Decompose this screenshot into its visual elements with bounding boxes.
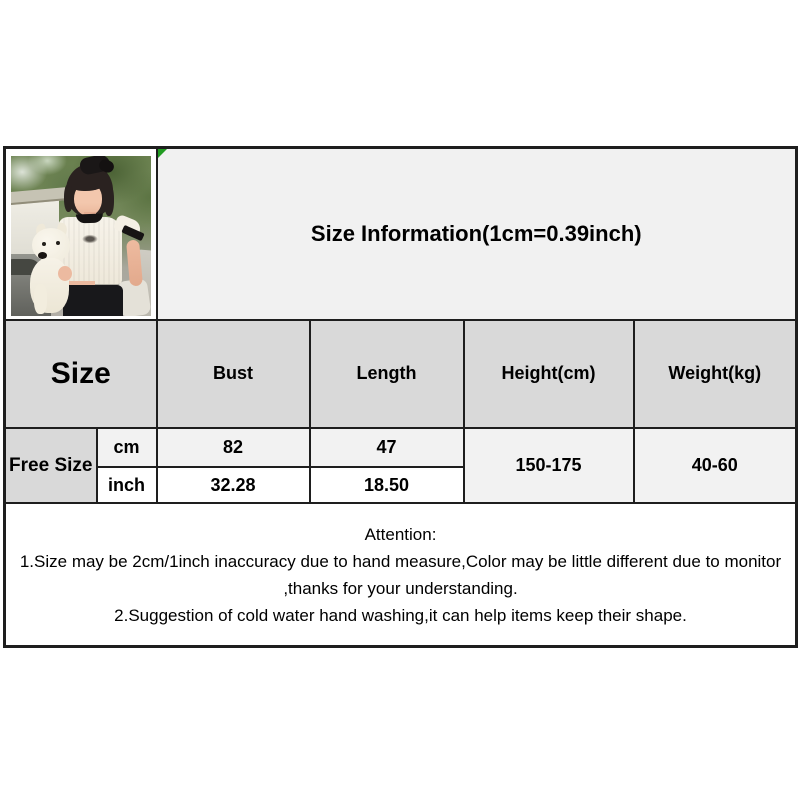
row-label-free-size: Free Size [5, 428, 97, 503]
product-photo [11, 156, 151, 316]
photo-dog-head [32, 228, 70, 262]
col-header-weight: Weight(kg) [634, 320, 797, 428]
photo-hair-strand-right [104, 184, 114, 216]
photo-top-logo [81, 234, 99, 244]
value-length-cm: 47 [310, 428, 464, 467]
value-length-inch: 18.50 [310, 467, 464, 503]
page-title: Size Information(1cm=0.39inch) [310, 220, 642, 246]
cell-comment-marker-icon [158, 149, 167, 158]
photo-dog-leg [34, 284, 47, 314]
col-header-size: Size [5, 320, 157, 428]
col-header-height: Height(cm) [464, 320, 634, 428]
value-height-range: 150-175 [464, 428, 634, 503]
value-bust-cm: 82 [157, 428, 310, 467]
value-bust-inch: 32.28 [157, 467, 310, 503]
attention-section [5, 503, 797, 646]
title-cell [157, 148, 797, 320]
attention-heading: Attention: [364, 524, 437, 544]
attention-note-2: 2.Suggestion of cold water hand washing,it can help items keep their shape. [114, 605, 687, 625]
unit-inch: inch [97, 467, 157, 503]
photo-hair-strand-left [64, 184, 73, 212]
size-information-sheet [3, 146, 798, 648]
col-header-bust: Bust [157, 320, 310, 428]
col-header-length: Length [310, 320, 464, 428]
product-photo-cell [5, 148, 157, 320]
value-weight-range: 40-60 [634, 428, 797, 503]
photo-black-bottoms [63, 285, 123, 316]
attention-note-1: 1.Size may be 2cm/1inch inaccuracy due to hand measure,Color may be little different due to monitor ,thanks for your understanding. [19, 551, 782, 598]
unit-cm: cm [97, 428, 157, 467]
